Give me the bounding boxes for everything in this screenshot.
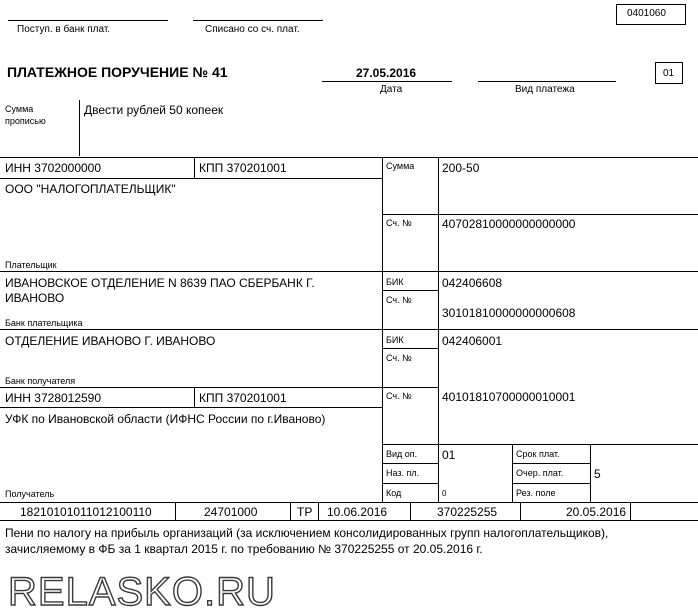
kod-label: Код <box>386 488 402 498</box>
payer-bank-label: Банк плательщика <box>5 318 83 328</box>
payer-corr-label: Сч. № <box>386 295 412 305</box>
payer-bank-name-2: ИВАНОВО <box>5 291 65 305</box>
grid-line <box>0 271 698 272</box>
grid-line <box>410 502 411 520</box>
kbk: 18210101011012100110 <box>20 505 152 519</box>
payer-corr-account: 30101810000000000608 <box>442 306 576 320</box>
status-code: 01 <box>663 68 675 79</box>
vid-op-label: Вид оп. <box>386 449 418 459</box>
amount-value: 200-50 <box>442 161 480 175</box>
payer-label: Плательщик <box>5 260 57 270</box>
payer-name: ООО "НАЛОГОПЛАТЕЛЬЩИК" <box>5 182 176 196</box>
grid-line <box>382 348 438 349</box>
payer-inn: ИНН 3702000000 <box>5 161 102 175</box>
naz-pl-label: Наз. пл. <box>386 468 420 478</box>
purpose-line-2: зачисляемому в ФБ за 1 квартал 2015 г. по требованию № 370225255 от 20.05.2016 г. <box>5 542 483 556</box>
grid-line <box>0 520 698 521</box>
grid-line <box>512 444 513 502</box>
recipient-bik-label: БИК <box>386 335 404 345</box>
tax-period: 10.06.2016 <box>327 505 388 519</box>
grid-line <box>382 444 698 445</box>
grid-line <box>194 387 195 407</box>
grid-line <box>194 157 195 178</box>
amount-in-words: Двести рублей 50 копеек <box>84 103 224 117</box>
grid-line <box>630 502 631 520</box>
recipient-corr-label: Сч. № <box>386 353 412 363</box>
basis: ТР <box>297 505 313 519</box>
grid-line <box>512 463 590 464</box>
payer-account-label: Сч. № <box>386 218 412 228</box>
payment-type-label: Вид платежа <box>515 84 575 95</box>
ocher-value: 5 <box>594 467 601 481</box>
recipient-bank-name: ОТДЕЛЕНИЕ ИВАНОВО Г. ИВАНОВО <box>5 334 216 348</box>
kod-value: 0 <box>442 489 447 498</box>
grid-line <box>0 502 698 503</box>
debited-label: Списано со сч. плат. <box>205 24 300 35</box>
tax-doc-date: 20.05.2016 <box>566 505 627 519</box>
debited-line <box>193 20 323 21</box>
grid-line <box>382 463 438 464</box>
grid-line <box>0 407 382 408</box>
purpose-line-1: Пени по налогу на прибыль организаций (за исключением консолидированных групп налогоплательщиков), <box>5 526 609 540</box>
payer-account: 40702810000000000000 <box>442 217 576 231</box>
vid-op-value: 01 <box>442 448 456 462</box>
recipient-inn: ИНН 3728012590 <box>5 391 102 405</box>
received-label: Поступ. в банк плат. <box>17 24 111 35</box>
oktmo: 24701000 <box>204 505 258 519</box>
recipient-name: УФК по Ивановской области (ИФНС России по г.Иваново) <box>5 412 326 426</box>
grid-line <box>382 483 438 484</box>
payer-bank-name-1: ИВАНОВСКОЕ ОТДЕЛЕНИЕ N 8639 ПАО СБЕРБАНК Г. <box>5 276 315 290</box>
date-line <box>322 81 452 82</box>
amount-words-label-1: Сумма <box>5 104 34 114</box>
recipient-bik: 042406001 <box>442 334 503 348</box>
amount-words-divider <box>79 100 80 156</box>
payment-type-line <box>478 81 616 82</box>
received-line <box>8 20 168 21</box>
grid-line <box>590 444 591 502</box>
page-title: ПЛАТЕЖНОЕ ПОРУЧЕНИЕ № 41 <box>7 64 228 80</box>
recipient-account-label: Сч. № <box>386 391 412 401</box>
watermark-logo: RELASKO.RU <box>8 570 276 614</box>
payer-bik: 042406608 <box>442 276 503 290</box>
tax-doc-number: 370225255 <box>437 505 498 519</box>
grid-line <box>512 483 590 484</box>
rez-label: Рез. поле <box>516 488 556 498</box>
grid-line <box>318 502 319 520</box>
grid-line <box>0 329 698 330</box>
grid-line <box>0 157 698 158</box>
document-date: 27.05.2016 <box>356 66 417 80</box>
srok-label: Срок плат. <box>516 449 560 459</box>
form-code: 0401060 <box>627 8 666 19</box>
amount-label: Сумма <box>386 161 415 171</box>
grid-line <box>382 290 438 291</box>
grid-line <box>520 502 521 520</box>
payer-kpp: КПП 370201001 <box>199 161 287 175</box>
date-label: Дата <box>380 84 403 95</box>
grid-line <box>290 502 291 520</box>
grid-line <box>0 387 438 388</box>
ocher-label: Очер. плат. <box>516 468 564 478</box>
recipient-kpp: КПП 370201001 <box>199 391 287 405</box>
grid-line <box>0 178 382 179</box>
payer-bik-label: БИК <box>386 277 404 287</box>
recipient-bank-label: Банк получателя <box>5 376 76 386</box>
recipient-account: 40101810700000010001 <box>442 390 576 404</box>
grid-line <box>382 214 698 215</box>
amount-words-label-2: прописью <box>5 116 46 126</box>
grid-line <box>175 502 176 520</box>
recipient-label: Получатель <box>5 489 55 499</box>
